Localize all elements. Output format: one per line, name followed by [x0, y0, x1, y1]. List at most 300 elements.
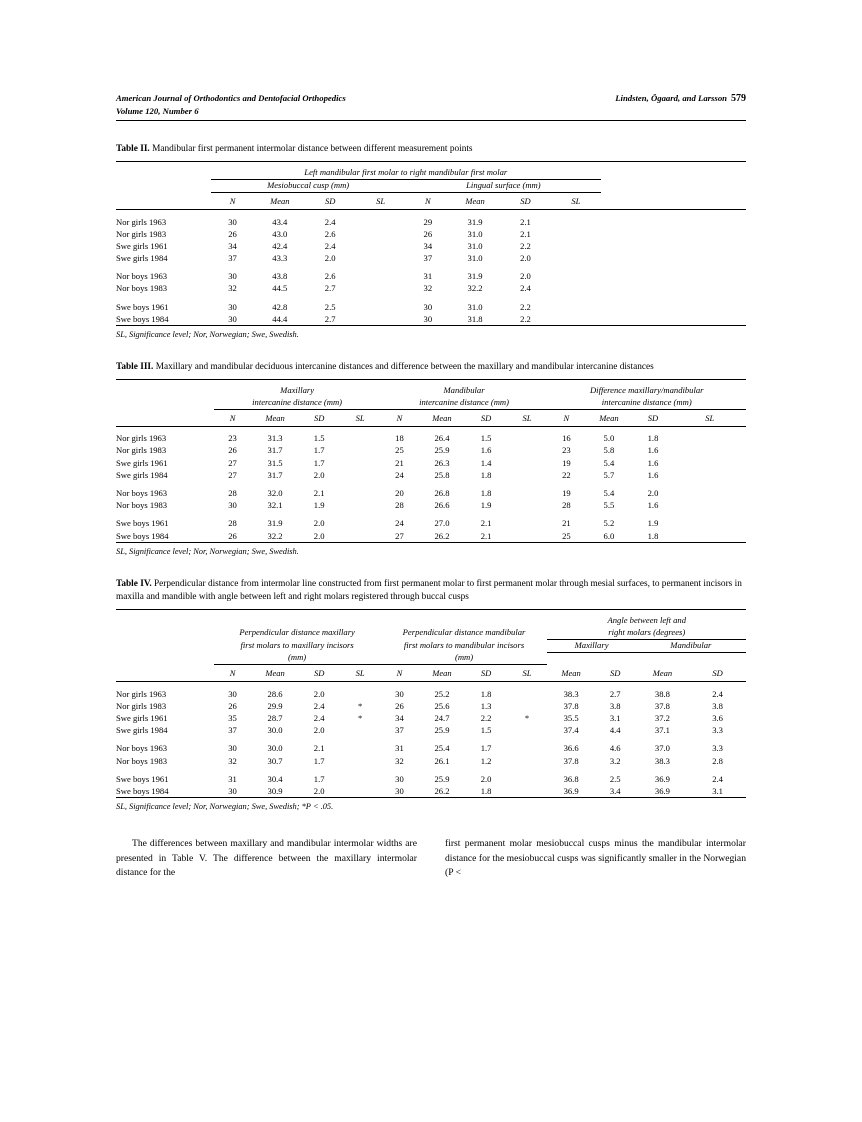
row-label: Swe boys 1961 — [116, 518, 169, 529]
table-3-caption — [116, 361, 746, 374]
table-row — [116, 469, 746, 481]
table-3-col-5: Mean — [418, 410, 465, 427]
running-head-left — [116, 92, 346, 117]
table-3-col-7: SL — [507, 410, 548, 427]
table-3-col-8: N — [547, 410, 585, 427]
cell: 30.9 — [251, 785, 298, 798]
cell — [340, 432, 381, 444]
table-2-block — [116, 143, 746, 339]
table-4-group-2c: (mm) — [381, 652, 548, 665]
cell: 36.6 — [563, 743, 579, 754]
cell: 31.7 — [267, 445, 283, 456]
cell — [673, 444, 746, 456]
cell: 1.7 — [480, 743, 492, 754]
cell — [673, 499, 746, 511]
cell: 30 — [214, 785, 252, 798]
table-2-col-3: SL — [355, 193, 405, 210]
header-rule — [116, 120, 746, 121]
table-4-col-4: N — [381, 665, 419, 682]
cell: 2.2 — [500, 313, 550, 326]
row-label: Nor boys 1983 — [116, 755, 168, 766]
cell: 32 — [228, 283, 237, 294]
table-2-col-7: SL — [551, 193, 601, 210]
table-row — [116, 270, 746, 282]
cell: 37 — [395, 725, 404, 736]
cell: 38.8 — [654, 688, 670, 699]
cell — [355, 270, 405, 282]
cell: 38.3 — [654, 755, 670, 766]
table-3-caption-text: Maxillary and mandibular deciduous intercanine distances and difference between the maxillary and mandibular intercanine distances — [155, 361, 654, 372]
cell: 1.6 — [647, 469, 659, 480]
cell: 35 — [228, 712, 237, 723]
cell: 2.4 — [712, 773, 723, 784]
table-row — [116, 456, 746, 468]
cell — [355, 252, 405, 264]
cell — [507, 444, 548, 456]
cell — [551, 215, 601, 227]
table-4 — [116, 609, 746, 798]
page-number: 579 — [731, 93, 746, 104]
cell: 30 — [228, 301, 237, 312]
cell: 1.8 — [633, 529, 674, 542]
cell: 28 — [395, 500, 404, 511]
row-label: Nor girls 1983 — [116, 700, 167, 711]
cell — [507, 469, 548, 481]
cell: 21 — [395, 457, 404, 468]
cell: 31.7 — [267, 469, 283, 480]
row-label: Nor boys 1983 — [116, 500, 168, 511]
table-row — [116, 517, 746, 529]
cell: 27 — [228, 457, 237, 468]
row-label: Nor girls 1983 — [116, 228, 167, 239]
cell — [507, 687, 548, 699]
table-2-col-2: SD — [305, 193, 355, 210]
table-3-col-2: SD — [299, 410, 340, 427]
table-4-footnote: SL, Significance level; Nor, Norwegian; Swe, Swedish; *P < .05. — [116, 801, 334, 811]
cell — [355, 228, 405, 240]
cell: 36.8 — [563, 773, 579, 784]
cell: 3.2 — [609, 755, 621, 766]
table-4-caption-text: Perpendicular distance from intermolar line constructed from first permanent molar to first permanent molar through mesial surfaces, to permanent incisors in maxilla and mandible with angle between left and right molars registered through buccal cusps — [116, 578, 742, 602]
cell: 32 — [395, 755, 404, 766]
cell: 1.2 — [480, 755, 492, 766]
cell — [355, 313, 405, 326]
cell: 2.4 — [324, 240, 336, 251]
row-label: Nor boys 1963 — [116, 743, 168, 754]
table-4-col-0: N — [214, 665, 252, 682]
cell: 30 — [228, 688, 237, 699]
cell: 1.5 — [480, 433, 492, 444]
table-4-group-2b: first molars to mandibular incisors — [403, 640, 525, 651]
cell: 37.8 — [563, 700, 579, 711]
cell: 25 — [547, 529, 585, 542]
cell — [340, 517, 381, 529]
table-2-col-6: SD — [500, 193, 550, 210]
cell: 2.7 — [305, 313, 355, 326]
cell — [340, 456, 381, 468]
row-label: Nor girls 1963 — [116, 433, 167, 444]
row-label: Swe boys 1961 — [116, 773, 169, 784]
cell: 31.0 — [467, 240, 483, 251]
cell: 2.1 — [520, 216, 531, 227]
table-3-col-9: Mean — [585, 410, 632, 427]
cell — [673, 529, 746, 542]
cell: 2.0 — [520, 271, 531, 282]
cell — [551, 228, 601, 240]
cell: 28 — [562, 500, 571, 511]
cell: 19 — [562, 457, 571, 468]
row-label: Nor girls 1963 — [116, 216, 167, 227]
cell: 35.5 — [563, 712, 579, 723]
table-row — [116, 712, 746, 724]
cell: 2.0 — [313, 469, 325, 480]
table-row — [116, 301, 746, 313]
table-row — [116, 432, 746, 444]
cell: 43.0 — [272, 228, 288, 239]
cell: 6.0 — [585, 529, 632, 542]
cell: 5.2 — [603, 518, 615, 529]
cell: 2.0 — [520, 253, 531, 264]
table-3-group-2b: intercanine distance (mm) — [381, 397, 548, 410]
row-label: Nor girls 1963 — [116, 688, 167, 699]
cell: 1.6 — [647, 445, 659, 456]
cell: 2.4 — [313, 712, 325, 723]
cell — [507, 773, 548, 785]
cell: 30 — [423, 301, 433, 312]
cell: 43.8 — [272, 271, 288, 282]
table-2-group-2: Lingual surface (mm) — [406, 180, 601, 193]
cell: 32 — [228, 755, 237, 766]
cell: 2.4 — [313, 700, 325, 711]
cell — [673, 517, 746, 529]
cell: 2.1 — [480, 518, 492, 529]
cell: 37.4 — [563, 725, 579, 736]
cell: 2.4 — [712, 688, 723, 699]
table-row — [116, 742, 746, 754]
cell: 30 — [228, 271, 237, 282]
row-label: Swe girls 1984 — [116, 725, 168, 736]
cell: 37.8 — [563, 755, 579, 766]
table-3-group-row-1 — [116, 385, 746, 397]
table-row — [116, 785, 746, 798]
cell — [507, 499, 548, 511]
journal-title: American Journal of Orthodontics and Dentofacial Orthopedics — [116, 93, 346, 103]
table-3-col-11: SL — [673, 410, 746, 427]
cell: 30.0 — [267, 725, 283, 736]
table-3 — [116, 379, 746, 543]
cell: 1.7 — [313, 773, 325, 784]
table-row — [116, 313, 746, 326]
cell: 5.8 — [603, 445, 615, 456]
table-4-sub-mandibular: Mandibular — [636, 639, 746, 652]
cell: 25.9 — [434, 725, 450, 736]
cell — [507, 432, 548, 444]
table-row — [116, 240, 746, 252]
table-4-group-row-2 — [116, 639, 746, 652]
cell — [507, 700, 548, 712]
cell: 1.8 — [480, 688, 492, 699]
row-label: Swe boys 1984 — [116, 313, 211, 326]
cell: 31.8 — [450, 313, 500, 326]
row-label: Swe girls 1961 — [116, 240, 168, 251]
table-2-supergroup: Left mandibular first molar to right mandibular first molar — [211, 167, 602, 180]
table-4-block — [116, 578, 746, 811]
cell: 26 — [228, 445, 237, 456]
table-3-col-10: SD — [633, 410, 674, 427]
table-2-group-row — [116, 180, 746, 193]
table-2-supergroup-row — [116, 167, 746, 180]
cell — [340, 742, 381, 754]
cell: 2.0 — [324, 253, 336, 264]
table-row — [116, 252, 746, 264]
cell: 18 — [395, 433, 404, 444]
cell: 25.4 — [434, 743, 450, 754]
table-4-col-3: SL — [340, 665, 381, 682]
table-2-col-5: Mean — [450, 193, 500, 210]
cell: 1.5 — [313, 433, 325, 444]
cell: 3.8 — [609, 700, 621, 711]
cell: 2.8 — [712, 755, 723, 766]
cell: 29.9 — [267, 700, 283, 711]
cell: 31.9 — [467, 271, 483, 282]
cell: 34 — [423, 240, 433, 251]
cell: 26.2 — [418, 529, 465, 542]
cell: 2.5 — [324, 301, 336, 312]
row-label: Swe girls 1961 — [116, 712, 168, 723]
cell: 38.3 — [563, 688, 579, 699]
cell: 2.1 — [466, 529, 507, 542]
cell: 30 — [381, 785, 419, 798]
table-3-group-3a: Difference maxillary/mandibular — [589, 385, 704, 396]
cell: 32 — [423, 283, 433, 294]
table-4-col-11: SD — [689, 665, 746, 682]
table-2-column-header-row — [116, 193, 746, 210]
row-label: Swe girls 1984 — [116, 469, 168, 480]
cell: 1.8 — [480, 487, 492, 498]
table-3-col-1: Mean — [251, 410, 298, 427]
cell: 1.6 — [480, 445, 492, 456]
cell: 3.8 — [712, 700, 723, 711]
cell — [340, 444, 381, 456]
table-4-col-9: SD — [595, 665, 636, 682]
cell — [340, 469, 381, 481]
cell: 1.6 — [647, 500, 659, 511]
cell — [507, 529, 548, 542]
cell: 26 — [228, 228, 237, 239]
running-head-right — [615, 92, 746, 107]
cell: * — [357, 700, 363, 711]
cell — [340, 754, 381, 766]
cell: 2.4 — [324, 216, 336, 227]
cell: 24 — [395, 469, 404, 480]
cell: 5.4 — [603, 457, 615, 468]
cell: 25.6 — [434, 700, 450, 711]
cell: 30.7 — [267, 755, 283, 766]
cell: 1.5 — [480, 725, 492, 736]
cell: * — [357, 712, 363, 723]
cell: 21 — [562, 518, 571, 529]
cell — [551, 252, 601, 264]
table-3-group-1b: intercanine distance (mm) — [214, 397, 381, 410]
cell: 2.7 — [609, 688, 621, 699]
cell — [507, 754, 548, 766]
cell: 2.0 — [480, 773, 492, 784]
table-4-column-header-row — [116, 665, 746, 682]
table-4-label: Table IV. — [116, 578, 152, 589]
cell — [551, 313, 601, 326]
cell: 1.8 — [466, 785, 507, 798]
cell: 32.0 — [267, 487, 283, 498]
cell: 44.4 — [255, 313, 305, 326]
cell: 23 — [228, 433, 237, 444]
cell: 42.8 — [272, 301, 288, 312]
row-label: Swe boys 1984 — [116, 785, 214, 798]
table-3-block — [116, 361, 746, 556]
cell: 37 — [423, 253, 433, 264]
cell: 43.4 — [272, 216, 288, 227]
cell: 28 — [228, 518, 237, 529]
cell: 31.0 — [467, 228, 483, 239]
table-row — [116, 687, 746, 699]
cell — [551, 301, 601, 313]
table-3-col-4: N — [381, 410, 419, 427]
cell: 2.1 — [313, 487, 325, 498]
cell: 16 — [562, 433, 571, 444]
body-text — [116, 837, 746, 881]
cell: 27.0 — [434, 518, 450, 529]
cell: 26 — [423, 228, 433, 239]
table-4-group-1c: (mm) — [214, 652, 381, 665]
cell — [551, 270, 601, 282]
cell: 5.7 — [603, 469, 615, 480]
table-2 — [116, 161, 746, 326]
cell: 3.1 — [609, 712, 621, 723]
cell: 1.8 — [647, 433, 659, 444]
cell: 25 — [395, 445, 404, 456]
cell: 26 — [228, 700, 237, 711]
row-label: Nor girls 1983 — [116, 445, 167, 456]
table-4-group-3b: right molars (degrees) — [547, 627, 746, 640]
table-3-col-0: N — [214, 410, 252, 427]
cell: 29 — [423, 216, 433, 227]
cell: 20 — [395, 487, 404, 498]
cell: 27 — [228, 469, 237, 480]
cell: 1.9 — [647, 518, 659, 529]
table-row — [116, 228, 746, 240]
running-head — [116, 92, 746, 117]
table-4-col-6: SD — [466, 665, 507, 682]
row-label: Nor boys 1963 — [116, 271, 168, 282]
cell: 30 — [211, 313, 255, 326]
cell: 3.1 — [689, 785, 746, 798]
table-4-col-10: Mean — [636, 665, 690, 682]
table-3-col-6: SD — [466, 410, 507, 427]
cell — [340, 724, 381, 736]
cell: 31.9 — [267, 518, 283, 529]
page-content — [116, 92, 746, 881]
cell: 31.0 — [467, 301, 483, 312]
table-4-group-2a: Perpendicular distance mandibular — [402, 627, 526, 638]
cell: 1.3 — [480, 700, 492, 711]
cell: 30.0 — [267, 743, 283, 754]
cell: 31.9 — [467, 216, 483, 227]
cell: 30 — [406, 313, 450, 326]
cell: 2.2 — [520, 240, 531, 251]
cell: 37.2 — [654, 712, 670, 723]
cell: 27 — [381, 529, 419, 542]
cell: 2.0 — [299, 529, 340, 542]
table-row — [116, 529, 746, 542]
table-2-footnote: SL, Significance level; Nor, Norwegian; Swe, Swedish. — [116, 329, 299, 339]
table-row — [116, 499, 746, 511]
table-row — [116, 773, 746, 785]
cell: 1.7 — [313, 755, 325, 766]
cell: 1.8 — [480, 469, 492, 480]
cell — [355, 301, 405, 313]
cell — [507, 456, 548, 468]
table-row — [116, 724, 746, 736]
cell: 30 — [228, 216, 237, 227]
cell — [673, 432, 746, 444]
cell: 3.4 — [595, 785, 636, 798]
cell: 25.2 — [434, 688, 450, 699]
cell: 25.8 — [434, 469, 450, 480]
table-row — [116, 700, 746, 712]
cell: 36.9 — [654, 773, 670, 784]
cell: 2.0 — [299, 785, 340, 798]
cell: 36.9 — [547, 785, 594, 798]
cell — [507, 742, 548, 754]
cell: 23 — [562, 445, 571, 456]
table-4-col-5: Mean — [418, 665, 465, 682]
cell: 26.8 — [434, 487, 450, 498]
cell: 2.1 — [313, 743, 325, 754]
cell: 44.5 — [272, 283, 288, 294]
cell: 30 — [395, 773, 404, 784]
cell: 26.1 — [434, 755, 450, 766]
cell: 37 — [228, 725, 237, 736]
table-2-caption-text: Mandibular first permanent intermolar distance between different measurement points — [152, 144, 473, 155]
table-3-col-3: SL — [340, 410, 381, 427]
cell: 26.2 — [418, 785, 465, 798]
cell — [340, 773, 381, 785]
table-4-sub-maxillary: Maxillary — [547, 639, 635, 652]
cell — [340, 487, 381, 499]
cell — [340, 687, 381, 699]
table-row — [116, 444, 746, 456]
table-3-group-1a: Maxillary — [280, 385, 315, 396]
table-2-label: Table II. — [116, 144, 150, 155]
cell: 30 — [228, 743, 237, 754]
table-4-col-7: SL — [507, 665, 548, 682]
cell: 28.7 — [267, 712, 283, 723]
cell: 42.4 — [272, 240, 288, 251]
cell: 5.4 — [603, 487, 615, 498]
cell: 31 — [423, 271, 433, 282]
cell: 28 — [228, 487, 237, 498]
cell: 34 — [395, 712, 404, 723]
cell: 37.1 — [654, 725, 670, 736]
row-label: Swe boys 1984 — [116, 529, 214, 542]
cell: 24.7 — [434, 712, 450, 723]
cell: 1.7 — [313, 445, 325, 456]
cell: 26.4 — [434, 433, 450, 444]
table-4-group-1a: Perpendicular distance maxillary — [239, 627, 355, 638]
table-4-col-1: Mean — [251, 665, 298, 682]
table-4-group-row-1 — [116, 627, 746, 640]
cell — [355, 240, 405, 252]
table-row — [116, 215, 746, 227]
